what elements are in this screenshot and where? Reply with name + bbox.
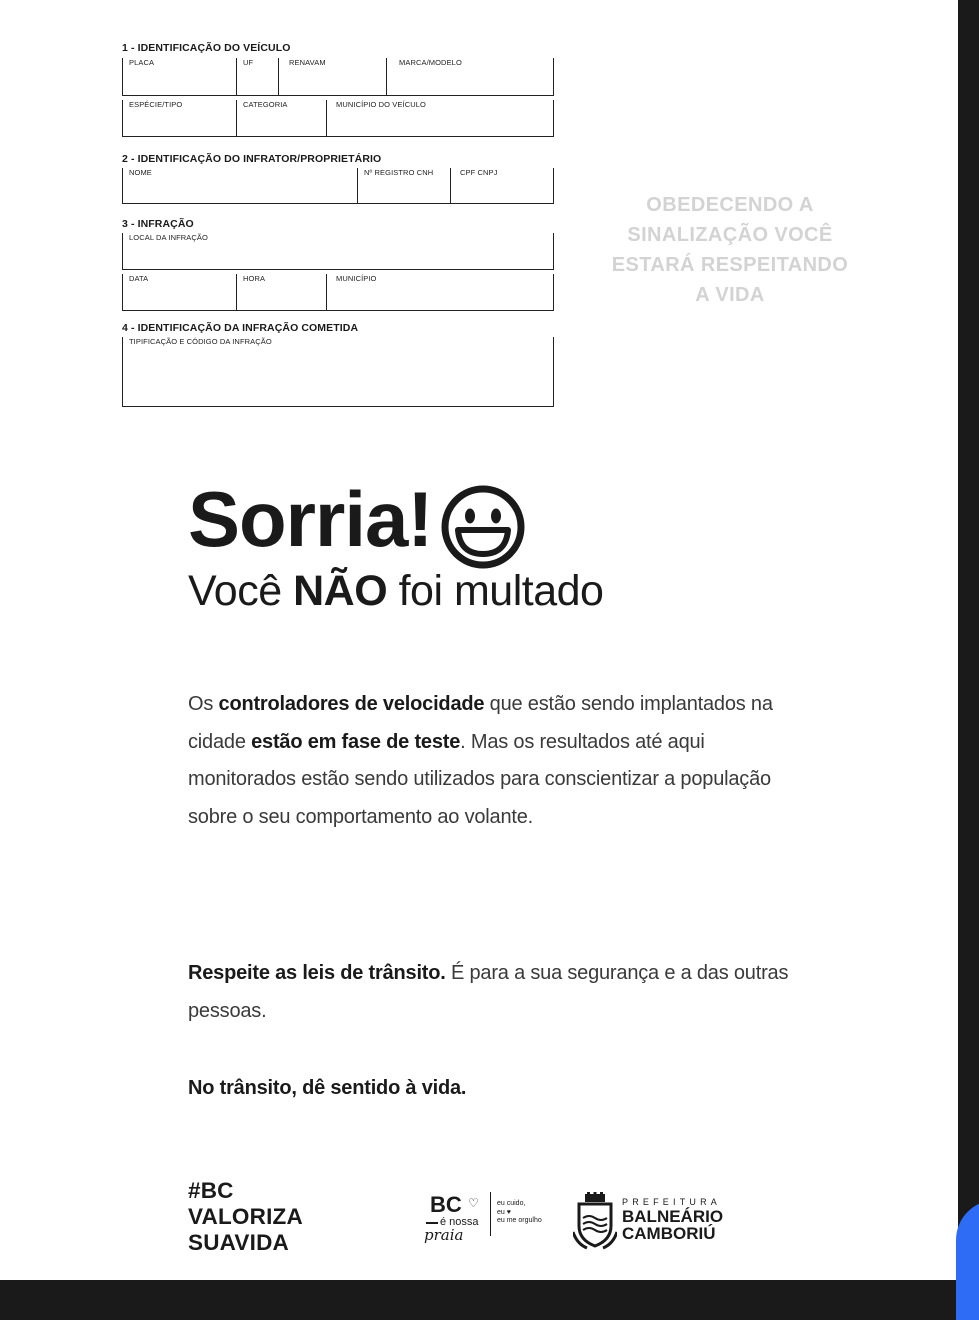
- data-field[interactable]: [122, 274, 236, 310]
- paragraph-respect-laws: [188, 955, 808, 1030]
- p2-text-1: É para a sua segurança e a das outras pessoas.: [188, 962, 789, 1022]
- p1-bold-2: estão em fase de teste: [251, 730, 461, 753]
- p1-text-3: . Mas os resultados até aqui monitorados estão sendo utilizados para conscientizar a população sobre o seu comportamento ao volante.: [188, 730, 771, 828]
- renavam-label: RENAVAM: [289, 58, 326, 67]
- slogan-line: eu ♥: [497, 1208, 511, 1216]
- infracao-row-1: [122, 233, 554, 270]
- bc-logo-main: BC: [430, 1192, 462, 1217]
- marca-label: MARCA/MODELO: [399, 58, 462, 67]
- tipificacao-field[interactable]: [122, 337, 553, 406]
- p1-bold-1: controladores de velocidade: [218, 693, 485, 715]
- hora-label: HORA: [243, 274, 266, 283]
- smiley-icon: [440, 484, 526, 570]
- prefeitura-city: [622, 1208, 723, 1242]
- registro-cnh-label: Nº REGISTRO CNH: [364, 168, 434, 177]
- headline-title: Sorria!: [188, 475, 433, 563]
- categoria-field[interactable]: [236, 100, 326, 136]
- hashtag-line: #BC: [188, 1178, 234, 1203]
- vehicle-row-2: [122, 100, 554, 137]
- municipio-field[interactable]: [326, 274, 553, 310]
- section-1-title: 1 - IDENTIFICAÇÃO DO VEÍCULO: [122, 42, 291, 54]
- bc-logo-slogan: [497, 1200, 542, 1226]
- watermark-line: SINALIZAÇÃO VOCÊ: [627, 224, 833, 246]
- cpf-cnpj-field[interactable]: [450, 168, 553, 203]
- municipio-label: MUNICÍPIO: [336, 274, 377, 283]
- data-label: DATA: [129, 274, 149, 283]
- watermark-text: [590, 190, 870, 310]
- city-line: CAMBORIÚ: [622, 1224, 716, 1243]
- categoria-label: CATEGORIA: [243, 100, 288, 109]
- watermark-line: OBEDECENDO A: [646, 194, 814, 216]
- infracao-row-2: [122, 274, 554, 311]
- local-field[interactable]: [122, 233, 553, 269]
- paragraph-slogan: No trânsito, dê sentido à vida.: [188, 1077, 467, 1099]
- local-label: LOCAL DA INFRAÇÃO: [129, 233, 208, 242]
- infrator-row: [122, 168, 554, 204]
- marca-field[interactable]: [386, 58, 553, 95]
- uf-field[interactable]: [236, 58, 278, 95]
- subtitle-post: foi multado: [387, 567, 604, 615]
- registro-cnh-field[interactable]: [357, 168, 450, 203]
- infracao-cometida-row: [122, 337, 554, 407]
- slogan-line: eu cuido,: [497, 1200, 526, 1207]
- nome-field[interactable]: [122, 168, 357, 203]
- paragraph-speed-controllers: [188, 686, 808, 836]
- blue-corner-shape: [956, 1200, 979, 1320]
- municipio-veiculo-label: MUNICÍPIO DO VEÍCULO: [336, 100, 426, 109]
- city-line: BALNEÁRIO: [622, 1207, 724, 1226]
- placa-label: PLACA: [129, 58, 155, 67]
- section-2-title: 2 - IDENTIFICAÇÃO DO INFRATOR/PROPRIETÁRIO: [122, 153, 382, 165]
- section-3-title: 3 - INFRAÇÃO: [122, 218, 194, 230]
- especie-label: ESPÉCIE/TIPO: [129, 100, 183, 109]
- watermark-line: ESTARÁ RESPEITANDO: [611, 254, 849, 276]
- bc-praia-logo: [422, 1192, 554, 1250]
- city-crest-icon: [573, 1192, 617, 1250]
- cpf-cnpj-label: CPF CNPJ: [460, 168, 498, 177]
- placa-field[interactable]: [122, 58, 236, 95]
- subtitle-pre: Você: [188, 567, 294, 615]
- bc-logo-nossa: é nossa: [440, 1216, 479, 1228]
- watermark-line: A VIDA: [695, 284, 765, 306]
- bc-logo-dash: [426, 1222, 438, 1224]
- p2-bold-1: Respeite as leis de trânsito.: [188, 962, 446, 984]
- p1-text-2: que estão sendo implantados na cidade: [188, 693, 773, 753]
- section-4-title: 4 - IDENTIFICAÇÃO DA INFRAÇÃO COMETIDA: [122, 322, 359, 334]
- subtitle-bold: NÃO: [293, 567, 388, 615]
- nome-label: NOME: [129, 168, 152, 177]
- vehicle-row-1: [122, 58, 554, 96]
- tipificacao-label: TIPIFICAÇÃO E CÓDIGO DA INFRAÇÃO: [129, 337, 272, 346]
- hashtag-line: SUAVIDA: [188, 1230, 289, 1255]
- bc-logo-divider: [490, 1192, 491, 1236]
- hora-field[interactable]: [236, 274, 326, 310]
- especie-field[interactable]: [122, 100, 236, 136]
- prefeitura-label: PREFEITURA: [622, 1197, 722, 1207]
- hashtag-logo: [188, 1178, 303, 1256]
- heart-icon: ♡: [468, 1196, 479, 1210]
- p1-text-1: Os: [188, 693, 219, 715]
- municipio-veiculo-field[interactable]: [326, 100, 553, 136]
- renavam-field[interactable]: [278, 58, 386, 95]
- headline-subtitle: [188, 568, 603, 615]
- hashtag-line: VALORIZA: [188, 1204, 303, 1229]
- bc-logo-praia: praia: [424, 1226, 464, 1244]
- uf-label: UF: [243, 58, 254, 67]
- slogan-line: eu me orgulho: [497, 1217, 542, 1224]
